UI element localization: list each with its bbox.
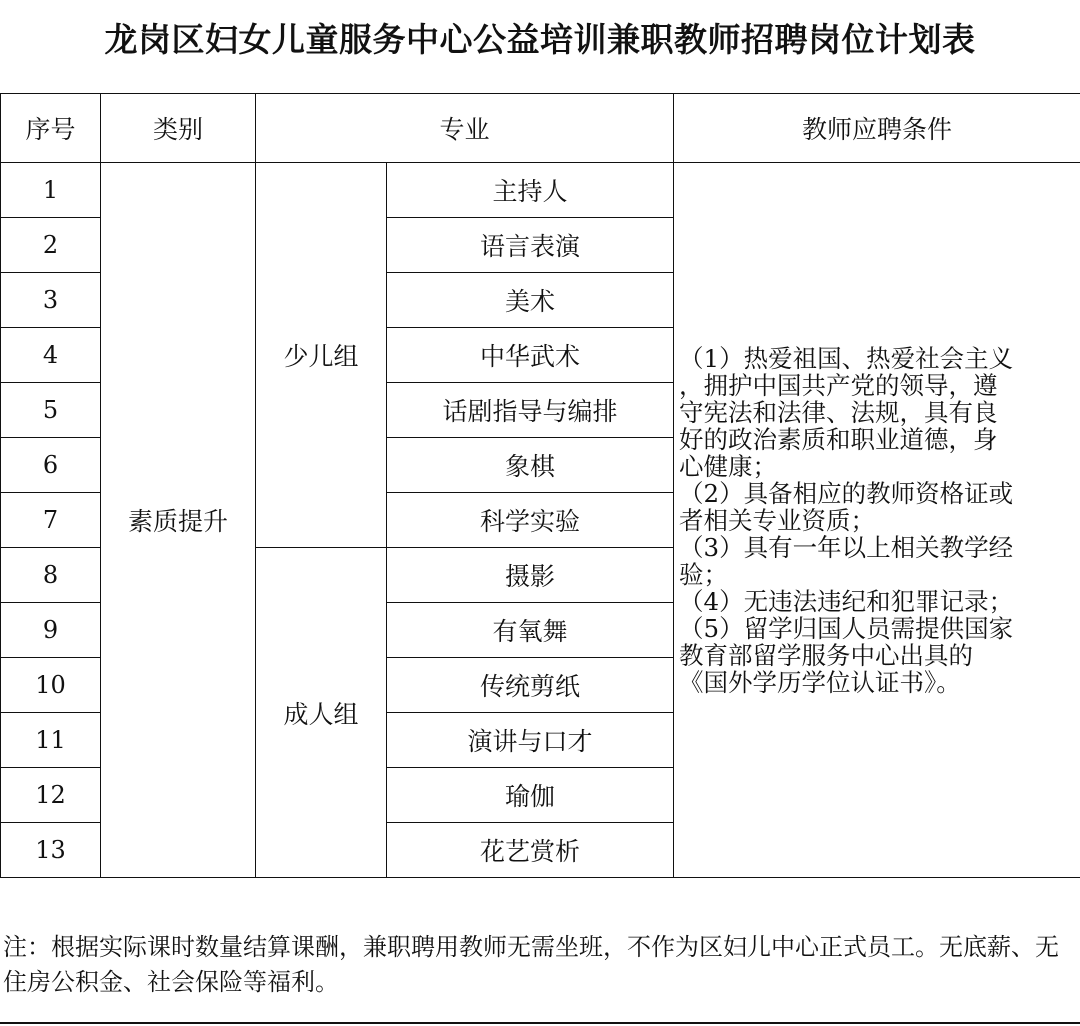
row-number: 4 [1, 328, 101, 383]
header-category: 类别 [101, 94, 256, 163]
major-cell: 演讲与口才 [387, 713, 674, 768]
condition-line: （1）热爱祖国、热爱社会主义 [679, 343, 1014, 373]
condition-line: 教育部留学服务中心出具的 [679, 640, 974, 670]
header-major: 专业 [256, 94, 674, 163]
condition-line: 好的政治素质和职业道德，身 [679, 424, 998, 454]
condition-line: ，拥护中国共产党的领导，遵 [679, 370, 998, 400]
row-number: 2 [1, 218, 101, 273]
condition-line: （5）留学归国人员需提供国家 [679, 613, 1014, 643]
footnote: 注：根据实际课时数量结算课酬，兼职聘用教师无需坐班，不作为区妇儿中心正式员工。无底薪、无住房公积金、社会保险等福利。 [3, 933, 1059, 996]
major-cell: 传统剪纸 [387, 658, 674, 713]
table-row [1, 163, 1080, 218]
group-children-cell: 少儿组 [256, 163, 387, 548]
condition-line: 守宪法和法律、法规，具有良 [679, 397, 998, 427]
page-title: 龙岗区妇女儿童服务中心公益培训兼职教师招聘岗位计划表 [104, 20, 976, 59]
major-cell: 美术 [387, 273, 674, 328]
major-cell: 摄影 [387, 548, 674, 603]
major-cell: 象棋 [387, 438, 674, 493]
teacher-conditions-cell [674, 163, 1080, 878]
condition-line: （4）无违法违纪和犯罪记录； [679, 586, 1014, 616]
row-number: 5 [1, 383, 101, 438]
header-index: 序号 [1, 94, 101, 163]
major-cell: 有氧舞 [387, 603, 674, 658]
bottom-divider [0, 1022, 1080, 1024]
group-adults-cell: 成人组 [256, 548, 387, 878]
major-cell: 花艺赏析 [387, 823, 674, 878]
row-number: 1 [1, 163, 101, 218]
condition-line: 心健康； [679, 451, 778, 481]
major-cell: 瑜伽 [387, 768, 674, 823]
table-header-row [1, 94, 1080, 163]
major-cell: 语言表演 [387, 218, 674, 273]
major-cell: 话剧指导与编排 [387, 383, 674, 438]
condition-line: 《国外学历学位认证书》。 [679, 667, 961, 697]
row-number: 10 [1, 658, 101, 713]
row-number: 6 [1, 438, 101, 493]
major-cell: 中华武术 [387, 328, 674, 383]
header-conditions: 教师应聘条件 [674, 94, 1080, 163]
major-cell: 主持人 [387, 163, 674, 218]
condition-line: （2）具备相应的教师资格证或 [679, 478, 1014, 508]
row-number: 7 [1, 493, 101, 548]
major-cell: 科学实验 [387, 493, 674, 548]
row-number: 8 [1, 548, 101, 603]
recruitment-plan-table [0, 93, 1080, 878]
condition-line: 验； [679, 559, 729, 589]
category-cell: 素质提升 [101, 163, 256, 878]
row-number: 12 [1, 768, 101, 823]
row-number: 11 [1, 713, 101, 768]
row-number: 13 [1, 823, 101, 878]
condition-line: （3）具有一年以上相关教学经 [679, 532, 1014, 562]
condition-line: 者相关专业资质； [679, 505, 876, 535]
row-number: 3 [1, 273, 101, 328]
row-number: 9 [1, 603, 101, 658]
